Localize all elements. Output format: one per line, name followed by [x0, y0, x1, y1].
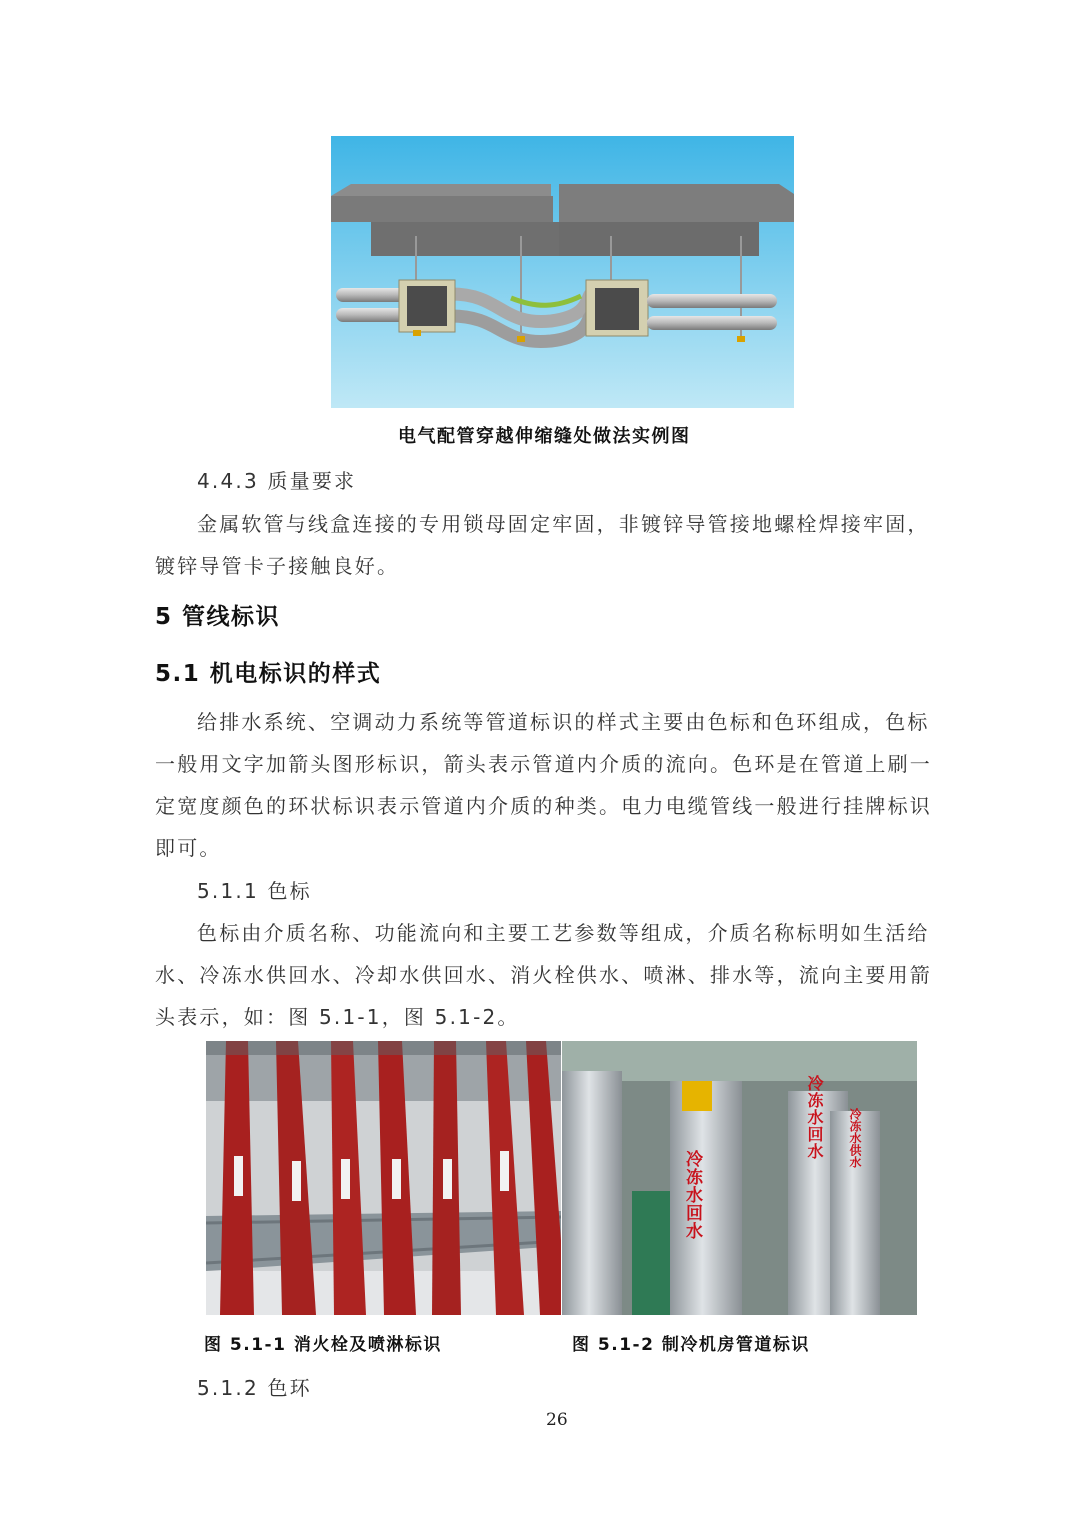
pipe-label-chilled-return-1: 冷冻水回水 [682, 1150, 702, 1240]
chapter-title: 5 管线标识 [155, 604, 281, 630]
section-511-line-2: 水、冷冻水供回水、冷却水供回水、消火栓供水、喷淋、排水等，流向主要用箭 [155, 963, 932, 987]
section-51-line-3: 定宽度颜色的环状标识表示管道内介质的种类。电力电缆管线一般进行挂牌标识 [155, 794, 932, 818]
section-51-line-2: 一般用文字加箭头图形标识，箭头表示管道内介质的流向。色环是在管道上刷一 [155, 752, 932, 776]
figure-caption-right: 图 5.1-2 制冷机房管道标识 [572, 1335, 810, 1355]
figure-caption-left: 图 5.1-1 消火栓及喷淋标识 [204, 1335, 442, 1355]
section-51-line-1: 给排水系统、空调动力系统等管道标识的样式主要由色标和色环组成，色标 [197, 710, 930, 734]
figure-caption-top: 电气配管穿越伸缩缝处做法实例图 [398, 426, 691, 447]
section-51-line-4: 即可。 [155, 836, 222, 860]
section-heading-511: 5.1.1 色标 [197, 879, 312, 903]
pipe-label-chilled-return-2: 冷冻水回水 [805, 1075, 824, 1160]
figure-fire-pipes-photo [206, 1041, 561, 1315]
section-heading-512: 5.1.2 色环 [197, 1376, 312, 1400]
section-heading-443: 4.4.3 质量要求 [197, 469, 357, 493]
page-number: 26 [546, 1410, 568, 1430]
section-511-line-1: 色标由介质名称、功能流向和主要工艺参数等组成，介质名称标明如生活给 [197, 921, 930, 945]
pipe-label-chilled-supply: 冷冻水供水 [848, 1108, 862, 1168]
figure-expansion-joint [331, 136, 794, 408]
section-443-line-2: 镀锌导管卡子接触良好。 [155, 554, 400, 578]
section-511-line-3: 头表示，如：图 5.1-1，图 5.1-2。 [155, 1005, 520, 1029]
section-443-line-1: 金属软管与线盒连接的专用锁母固定牢固，非镀锌导管接地螺栓焊接牢固， [197, 512, 930, 536]
figure-chiller-room-photo [562, 1041, 917, 1315]
section-title-51: 5.1 机电标识的样式 [155, 661, 382, 687]
